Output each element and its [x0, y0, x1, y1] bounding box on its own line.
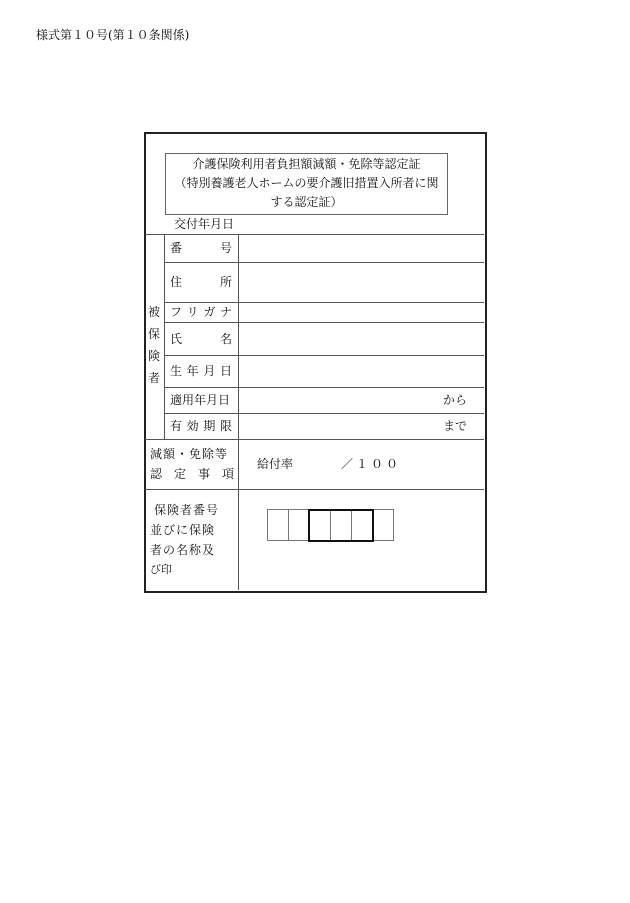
- form-number: 様式第１０号(第１０条関係): [36, 28, 190, 42]
- insurer-number-cell[interactable]: [288, 509, 310, 541]
- label-effective-date: 適用年月日: [170, 393, 231, 407]
- title-line-2: （特別養護老人ホームの要介護旧措置入所者に関: [174, 176, 439, 190]
- insured-label: 被 保 険 者: [148, 305, 161, 385]
- label-birthdate: 生 年 月 日: [170, 364, 232, 378]
- issue-date-label: 交付年月日: [174, 217, 235, 231]
- insurer-number-highlight: [308, 509, 374, 542]
- label-number: 番 号: [170, 241, 232, 255]
- insurer-number-cell[interactable]: [267, 509, 289, 541]
- reduction-label-2: 認 定 事 項: [150, 467, 234, 481]
- title-line-3: する認定証）: [270, 195, 343, 209]
- from-suffix: から: [443, 393, 468, 407]
- label-address: 住 所: [170, 275, 232, 289]
- benefit-rate-value: ／１００: [341, 457, 402, 471]
- insurer-label-1: 保険者番号: [154, 503, 220, 517]
- certificate-title: [165, 153, 448, 215]
- until-suffix: まで: [443, 419, 468, 433]
- insurer-number-cell[interactable]: [372, 509, 394, 541]
- insurer-label-3: 者の名称及: [150, 543, 216, 557]
- label-name: 氏 名: [170, 332, 232, 346]
- label-furigana: フ リ ガ ナ: [170, 305, 232, 319]
- title-line-1: 介護保険利用者負担額減額・免除等認定証: [192, 157, 421, 171]
- benefit-rate-label: 給付率: [257, 457, 294, 471]
- reduction-label: 減額・免除等: [150, 447, 229, 461]
- label-validity: 有 効 期 限: [170, 419, 232, 433]
- insurer-label-4: び印: [150, 563, 172, 576]
- insurer-label-2: 並びに保険: [150, 523, 216, 537]
